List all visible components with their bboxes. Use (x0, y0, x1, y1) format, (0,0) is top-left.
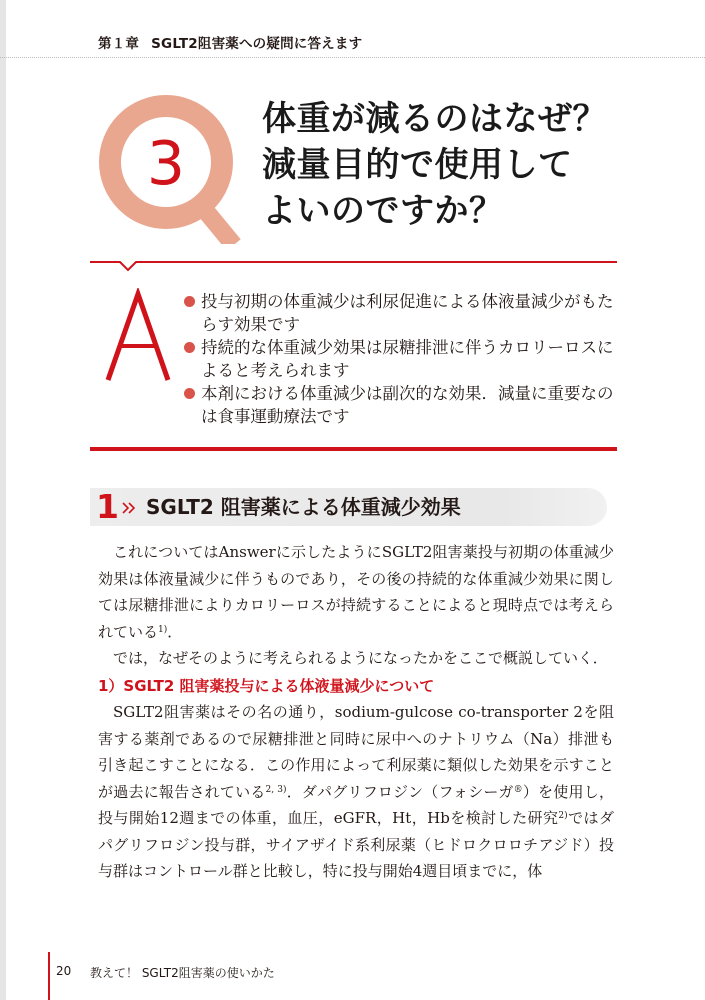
body-paragraph-1: これについてはAnswerに示したようにSGLT2阻害薬投与初期の体重減少効果は体液量減少に伴うものであり，その後の持続的な体重減少効果に関しては尿糖排泄によりカロリーロスが持続することによると現時点では考えられている$^{1)}$． (98, 543, 614, 641)
question-line-1: 体重が減るのはなぜ？ (262, 99, 607, 139)
page-edge-bar (0, 0, 6, 1000)
section-number: 1 (96, 487, 119, 526)
answer-list (184, 290, 614, 428)
body-paragraph-2: では，なぜそのように考えられるようになったかをここで概説していく． (113, 649, 608, 667)
header-rule (0, 57, 705, 58)
answer-letter-icon (104, 288, 172, 384)
question-line-2: 減量目的で使用して (262, 145, 573, 185)
bullet-icon (184, 342, 195, 353)
section-title: SGLT2 阻害薬による体重減少効果 (146, 495, 461, 519)
question-line-3: よいのですか？ (262, 191, 504, 231)
citation: 2, 3) (265, 784, 287, 795)
answer-box-top-rule (90, 256, 617, 272)
answer-item: 本剤における体重減少は副次的な効果．減量に重要なのは食事運動療法です (184, 382, 614, 428)
chapter-number: 第１章 (98, 36, 140, 52)
question-title (262, 96, 607, 234)
citation: 1) (158, 624, 168, 635)
body-paragraph-3: SGLT2阻害薬はその名の通り，sodium-gulcose co-transporter 2を阻害する薬剤であるので尿糖排泄と同時に尿中へのナトリウム（Na）排泄も引き起こすことになる．この作用によって利尿薬に類似した効果を示すことが過去に報告されている$^{2, 3)}$．ダパグリフロジン（フォシーガ®）を使用し，投与開始12週までの体重，血圧，eGFR，Ht，Hbを検討した研究$^{2)}$ではダパグリフロジン投与群，サイアザイド系利尿薬（ヒドロクロロチアジド）投与群はコントロール群と比較し，特に投与開始4週目頃までに，体 (98, 703, 614, 880)
bullet-icon (184, 296, 195, 307)
citation: 2) (558, 811, 568, 821)
answer-box-bottom-rule (90, 447, 617, 451)
footer-book-title: 教えて！ SGLT2阻害薬の使いかた (90, 966, 275, 980)
registered-mark: ® (513, 784, 523, 795)
answer-item: 投与初期の体重減少は利尿促進による体液量減少がもたらす効果です (184, 290, 614, 336)
footer-rule (48, 952, 50, 1000)
chapter-title: SGLT2阻害薬への疑問に答えます (151, 36, 363, 52)
answer-item: 持続的な体重減少効果は尿糖排泄に伴うカロリーロスによると考えられます (184, 336, 614, 382)
subsection-heading: 1）SGLT2 阻害薬投与による体液量減少について (98, 677, 435, 695)
bullet-icon (184, 388, 195, 399)
q-number-logo (88, 84, 248, 244)
chapter-header (98, 32, 362, 52)
question-number: 3 (146, 129, 186, 199)
page-number: 20 (56, 964, 72, 978)
double-chevron-icon (121, 502, 137, 514)
